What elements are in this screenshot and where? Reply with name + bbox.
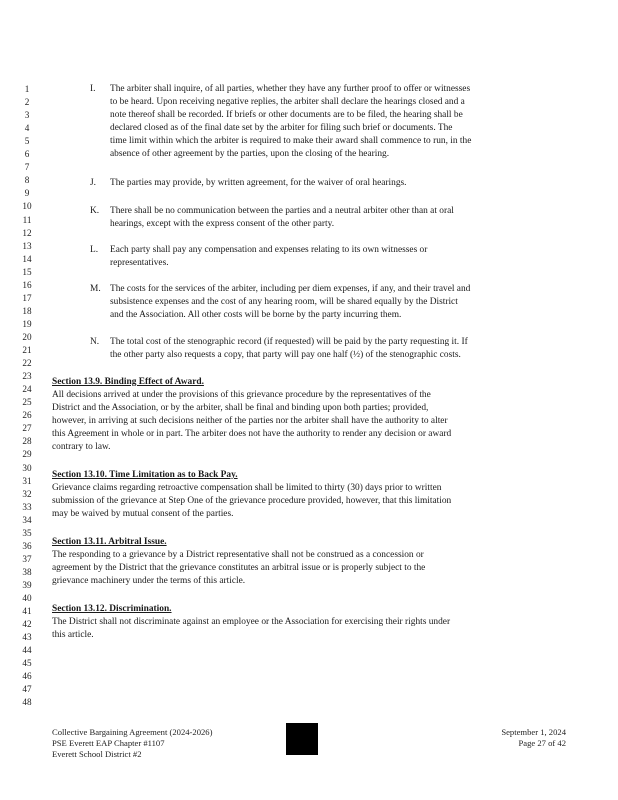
list-marker: I.: [90, 84, 96, 94]
list-marker: J.: [90, 178, 96, 188]
line-number: 2: [24, 97, 30, 107]
qr-code-icon: [286, 723, 318, 755]
text-line: subsistence expenses and the cost of any hearing room, will be shared equally by the District: [110, 297, 458, 307]
text-line: submission of the grievance at Step One of the grievance procedure provided, however, that this limitation: [52, 496, 452, 506]
text-line: absence of other agreement by the parties, upon the closing of the hearing.: [110, 149, 390, 159]
text-line: declared closed as of the final date set by the arbiter for filing such brief or documents. The: [110, 123, 453, 133]
text-line: agreement by the District that the grievance constitutes an arbitral issue or is properly subject to the: [52, 563, 426, 573]
text-line: however, in arriving at such decisions neither of the parties nor the arbiter shall have the authority to alter: [52, 416, 448, 426]
text-line: The total cost of the stenographic record (if requested) will be paid by the party requesting it. If: [110, 337, 468, 347]
line-number: 39: [22, 579, 32, 590]
text-line: this article.: [52, 630, 94, 640]
line-number: 10: [22, 201, 32, 212]
footer-chapter: PSE Everett EAP Chapter #1107: [52, 738, 165, 748]
line-number: 11: [22, 214, 32, 225]
line-number: 35: [22, 527, 32, 538]
footer-date: September 1, 2024: [501, 727, 566, 737]
line-number: 48: [22, 697, 32, 708]
line-number: 23: [22, 371, 32, 382]
line-number: 27: [22, 423, 32, 434]
text-line: this Agreement in whole or in part. The arbiter does not have the authority to render any decision or award: [52, 429, 452, 439]
text-line: The costs for the services of the arbiter, including per diem expenses, if any, and their travel and: [110, 284, 471, 294]
line-number: 3: [24, 110, 30, 121]
line-number: 15: [22, 266, 32, 277]
line-number: 4: [24, 123, 30, 134]
line-number: 1: [24, 84, 30, 94]
section-heading: Section 13.12. Discrimination.: [52, 604, 172, 614]
line-number: 28: [22, 436, 32, 447]
text-line: All decisions arrived at under the provisions of this grievance procedure by the representatives of the: [52, 390, 431, 400]
line-number: 14: [22, 253, 32, 264]
line-number: 9: [24, 188, 30, 199]
line-number: 13: [22, 240, 32, 251]
line-number: 8: [24, 175, 30, 186]
line-number: 16: [22, 279, 32, 290]
text-line: the other party also requests a copy, that party will pay one half (½) of the stenographic costs.: [110, 350, 461, 360]
line-number: 6: [24, 149, 30, 160]
line-number: 30: [22, 462, 32, 473]
text-line: District and the Association, or by the arbiter, shall be final and binding upon both parties; provided,: [52, 403, 429, 413]
line-number: 31: [22, 475, 32, 486]
text-line: contrary to law.: [52, 442, 111, 452]
footer-agreement-title: Collective Bargaining Agreement (2024-2026): [52, 727, 213, 737]
line-number: 5: [24, 136, 30, 147]
line-number: 20: [22, 332, 32, 342]
text-line: hearings, except with the express consent of the other party.: [110, 219, 335, 229]
line-number: 42: [22, 619, 32, 630]
list-marker: K.: [90, 206, 100, 216]
text-line: There shall be no communication between the parties and a neutral arbiter other than at oral: [110, 206, 454, 216]
line-number: 32: [22, 488, 32, 499]
text-line: may be waived by mutual consent of the parties.: [52, 509, 234, 519]
line-number: 25: [22, 397, 32, 408]
line-number: 7: [24, 162, 30, 173]
line-number: 33: [22, 501, 32, 512]
text-line: The responding to a grievance by a District representative shall not be construed as a concession or: [52, 550, 424, 560]
line-number: 37: [22, 553, 32, 564]
footer-district: Everett School District #2: [52, 749, 142, 759]
line-number: 34: [22, 514, 32, 525]
text-line: The District shall not discriminate against an employee or the Association for exercising their rights under: [52, 617, 451, 627]
text-line: Each party shall pay any compensation and expenses relating to its own witnesses or: [110, 245, 428, 255]
text-line: note thereof shall be recorded. If briefs or other documents are to be filed, the hearing shall be: [110, 110, 463, 120]
line-number: 41: [22, 606, 32, 616]
line-number: 43: [22, 632, 32, 643]
section-heading: Section 13.9. Binding Effect of Award.: [52, 377, 204, 387]
line-number: 12: [22, 227, 32, 238]
text-line: time limit within which the arbiter is required to make their award shall commence to run, in the: [110, 136, 472, 146]
text-line: and the Association. All other costs will be borne by the party incurring them.: [110, 310, 402, 320]
footer-page-number: Page 27 of 42: [518, 738, 566, 748]
line-number: 44: [22, 645, 32, 656]
section-heading: Section 13.11. Arbitral Issue.: [52, 537, 167, 547]
line-number: 26: [22, 410, 32, 421]
line-number: 47: [22, 684, 32, 695]
section-heading: Section 13.10. Time Limitation as to Back Pay.: [52, 470, 238, 480]
line-number: 38: [22, 566, 32, 577]
line-number: 29: [22, 449, 32, 460]
text-line: to be heard. Upon receiving negative replies, the arbiter shall declare the hearings closed and a: [110, 97, 465, 107]
line-number: 40: [22, 593, 32, 603]
list-marker: M.: [90, 284, 101, 294]
line-number: 18: [22, 305, 32, 316]
text-line: Grievance claims regarding retroactive compensation shall be limited to thirty (30) days prior to written: [52, 483, 442, 493]
line-number: 45: [22, 658, 32, 669]
line-number: 19: [22, 318, 32, 329]
text-line: The arbiter shall inquire, of all parties, whether they have any further proof to offer or witnesses: [110, 84, 471, 94]
line-number: 21: [22, 345, 32, 355]
text-line: The parties may provide, by written agreement, for the waiver of oral hearings.: [110, 178, 407, 188]
text-line: representatives.: [110, 258, 169, 268]
line-number: 22: [22, 358, 32, 369]
line-number: 17: [22, 292, 32, 303]
line-number: 24: [22, 384, 32, 395]
line-number: 46: [22, 671, 32, 682]
list-marker: N.: [90, 337, 100, 347]
list-marker: L.: [90, 245, 99, 255]
line-number: 36: [22, 540, 32, 551]
text-line: grievance machinery under the terms of this article.: [52, 576, 246, 586]
